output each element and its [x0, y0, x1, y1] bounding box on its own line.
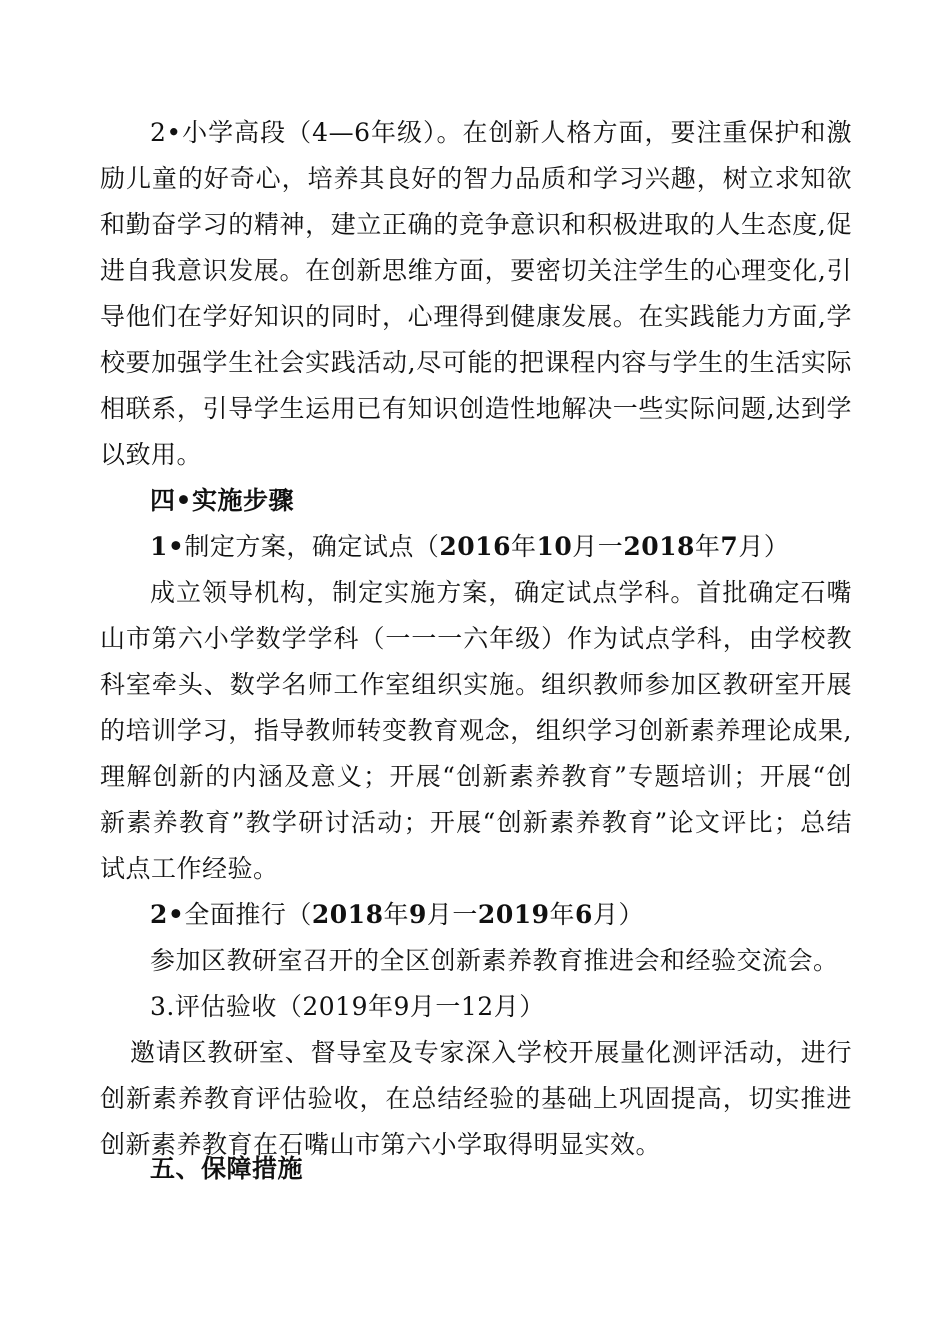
step-1-body: 成立领导机构，制定实施方案，确定试点学科。首批确定石嘴山市第六小学数学学科（一一一六年级）作为试点学科，由学校教科室牵头、数学名师工作室组织实施。组织教师参加区教研室开展的培训学习，指导教师转变教育观念，组织学习创新素养理论成果,理解创新的内涵及意义；开展“创新素养教育”专题培训；开展“创新素养教育”教学研讨活动；开展“创新素养教育”论文评比；总结试点工作经验。 — [100, 578, 852, 883]
step-1-heading — [100, 524, 852, 570]
step-2-unit-month-to: 月一 — [426, 900, 478, 929]
step-2-unit-month-end: 月） — [592, 900, 644, 929]
step-1-month-start: 10 — [536, 532, 573, 561]
step-1-number: 1• — [150, 532, 185, 561]
step-1-year-end: 2018 — [623, 532, 695, 561]
step-2-body: 参加区教研室召开的全区创新素养教育推进会和经验交流会。 — [150, 946, 839, 975]
step-2-year-end: 2019 — [477, 900, 550, 929]
step-1-unit-month-to: 月一 — [572, 532, 624, 561]
step-1-unit-year-end: 年 — [694, 532, 721, 561]
step-1-label: 制定方案，确定试点（ — [184, 532, 440, 561]
step-1-unit-year: 年 — [510, 532, 537, 561]
step-1-unit-month-end: 月） — [738, 532, 790, 561]
step-2-number: 2• — [150, 900, 185, 929]
step-2-month-end: 6 — [575, 900, 593, 929]
step-2-heading — [100, 892, 852, 938]
step-2-unit-year: 年 — [383, 900, 409, 929]
step-3-body: 邀请区教研室、督导室及专家深入学校开展量化测评活动，进行创新素养教育评估验收，在总结经验的基础上巩固提高，切实推进创新素养教育在石嘴山市第六小学取得明显实效。 — [100, 1038, 852, 1159]
section-5-title: 五、保障措施 — [150, 1154, 304, 1183]
step-2-label: 全面推行（ — [184, 900, 312, 929]
paragraph-upper-grades: 2•小学高段（4—6年级）。在创新人格方面，要注重保护和激励儿童的好奇心，培养其良好的智力品质和学习兴趣，树立求知欲和勤奋学习的精神，建立正确的竞争意识和积极进取的人生态度,促进自我意识发展。在创新思维方面，要密切关注学生的心理变化,引导他们在学好知识的同时，心理得到健康发展。在实践能力方面,学校要加强学生社会实践活动,尽可能的把课程内容与学生的生活实际相联系，引导学生运用已有知识创造性地解决一些实际问题,达到学以致用。 — [100, 118, 852, 469]
step-1-year-start: 2016 — [439, 532, 511, 561]
step-2-unit-year-end: 年 — [549, 900, 576, 929]
step-3-heading: 3.评估验收（2019年9月一12月） — [150, 992, 545, 1021]
step-1-month-end: 7 — [720, 532, 739, 561]
step-2-month-start: 9 — [409, 900, 427, 929]
step-2-year-start: 2018 — [311, 900, 384, 929]
section-4-title: 四•实施步骤 — [150, 486, 294, 515]
